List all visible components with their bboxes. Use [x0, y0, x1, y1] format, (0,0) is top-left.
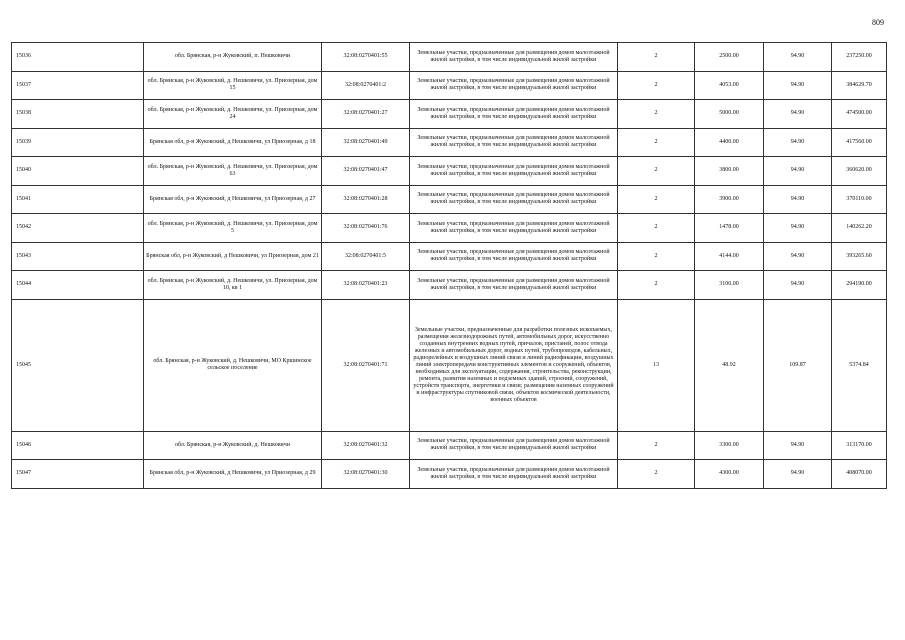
cell-cadastral-value: 5374.84	[832, 299, 887, 431]
cell-address: Брянская обл, р-н Жуковский, д Нешковичи, ул Приозерная, д 27	[144, 185, 322, 214]
cell-specific-value: 94.90	[764, 43, 832, 72]
cell-cadastral-value: 384629.70	[832, 71, 887, 100]
cell-record-number: 15038	[12, 100, 144, 129]
cell-area: 3100.00	[695, 271, 764, 300]
cell-specific-value: 94.90	[764, 157, 832, 186]
table-row	[12, 71, 887, 100]
cell-address: Брянская обл, р-н Жуковский, д Нешковичи, ул Приозерная, дом 21	[144, 242, 322, 271]
cell-specific-value: 94.90	[764, 71, 832, 100]
cell-record-number: 15046	[12, 431, 144, 460]
cell-permitted-use: Земельные участки, предназначенные для размещения домов малоэтажной жилой застройки, в том числе индивидуальной жилой застройки	[410, 431, 618, 460]
cell-use-group: 13	[618, 299, 695, 431]
cell-permitted-use: Земельные участки, предназначенные для размещения домов малоэтажной жилой застройки, в том числе индивидуальной жилой застройки	[410, 128, 618, 157]
cell-specific-value: 94.90	[764, 128, 832, 157]
cell-area: 1478.00	[695, 214, 764, 243]
cell-use-group: 2	[618, 157, 695, 186]
table-row	[12, 271, 887, 300]
land-registry-table	[11, 42, 887, 489]
cell-cadastral-value: 237250.00	[832, 43, 887, 72]
cell-permitted-use: Земельные участки, предназначенные для размещения домов малоэтажной жилой застройки, в том числе индивидуальной жилой застройки	[410, 214, 618, 243]
cell-address: обл. Брянская, р-н Жуковский, д. Нешковичи, ул. Приозерная, дом 10, кв 1	[144, 271, 322, 300]
cell-cadastral-number: 32:08:0270401:5	[322, 242, 410, 271]
cell-cadastral-value: 417560.00	[832, 128, 887, 157]
cell-specific-value: 94.90	[764, 214, 832, 243]
cell-use-group: 2	[618, 43, 695, 72]
cell-address: обл. Брянская, р-н Жуковский, п. Нешковичи	[144, 43, 322, 72]
cell-cadastral-value: 474500.00	[832, 100, 887, 129]
cell-cadastral-number: 32:08:0270401:2	[322, 71, 410, 100]
cell-address: обл. Брянская, р-н Жуковский, д. Нешковичи, ул. Приозерная, дом 15	[144, 71, 322, 100]
cell-area: 3800.00	[695, 157, 764, 186]
table-row	[12, 100, 887, 129]
cell-record-number: 15047	[12, 460, 144, 489]
cell-permitted-use: Земельные участки, предназначенные для размещения домов малоэтажной жилой застройки, в том числе индивидуальной жилой застройки	[410, 43, 618, 72]
table-row	[12, 242, 887, 271]
table-row	[12, 460, 887, 489]
cell-address: обл. Брянская, р-н Жуковский, д. Нешковичи	[144, 431, 322, 460]
cell-address: Брянская обл, р-н Жуковский, д Нешковичи, ул Приозерная, д 18	[144, 128, 322, 157]
cell-cadastral-value: 313170.00	[832, 431, 887, 460]
cell-address: обл. Брянская, р-н Жуковский, д. Нешковичи, МО Кршинское сельское поселение	[144, 299, 322, 431]
cell-cadastral-value: 140262.20	[832, 214, 887, 243]
cell-specific-value: 94.90	[764, 242, 832, 271]
cell-record-number: 15037	[12, 71, 144, 100]
cell-record-number: 15041	[12, 185, 144, 214]
cell-specific-value: 94.90	[764, 100, 832, 129]
cell-use-group: 2	[618, 460, 695, 489]
cell-specific-value: 109.87	[764, 299, 832, 431]
cell-permitted-use: Земельные участки, предназначенные для размещения домов малоэтажной жилой застройки, в том числе индивидуальной жилой застройки	[410, 242, 618, 271]
cell-area: 4053.00	[695, 71, 764, 100]
cell-cadastral-value: 408070.00	[832, 460, 887, 489]
cell-cadastral-number: 32:08:0270401:71	[322, 299, 410, 431]
cell-use-group: 2	[618, 128, 695, 157]
cell-area: 4144.00	[695, 242, 764, 271]
cell-use-group: 2	[618, 271, 695, 300]
table-row	[12, 185, 887, 214]
table-row	[12, 214, 887, 243]
cell-area: 4400.00	[695, 128, 764, 157]
cell-use-group: 2	[618, 242, 695, 271]
cell-address: обл. Брянская, р-н Жуковский, д. Нешковичи, ул. Приозерная, дом 63	[144, 157, 322, 186]
table-row	[12, 128, 887, 157]
cell-cadastral-number: 32:08:0270401:49	[322, 128, 410, 157]
page-number: 809	[872, 18, 884, 27]
cell-cadastral-number: 32:08:0270401:76	[322, 214, 410, 243]
cell-record-number: 15040	[12, 157, 144, 186]
cell-permitted-use: Земельные участки, предназначенные для размещения домов малоэтажной жилой застройки, в том числе индивидуальной жилой застройки	[410, 100, 618, 129]
cell-use-group: 2	[618, 100, 695, 129]
cell-cadastral-number: 32:08:0270401:32	[322, 431, 410, 460]
cell-record-number: 15044	[12, 271, 144, 300]
cell-address: обл. Брянская, р-н Жуковский, д. Нешковичи, ул. Приозерная, дом 24	[144, 100, 322, 129]
cell-record-number: 15043	[12, 242, 144, 271]
cell-use-group: 2	[618, 71, 695, 100]
cell-permitted-use: Земельные участки, предназначенные для разработки полезных ископаемых, размещения железнодорожных путей, автомобильных дорог, искусственно созданных внутренних водных путей, причалов, пристаней, полос отвода железных и автомобильных дорог, водных путей, трубопроводов, кабельных, радиорелейных и воздушных линий связи и линий радиофикации, воздушных линий электропередачи конструктивных элементов и сооружений, объектов, необходимых для эксплуатации, содержания, строительства, реконструкции, ремонта, развития наземных и подземных зданий, строений, сооружений, устройств транспорта, энергетики и связи; размещения наземных сооружений и инфраструктуры спутниковой связи, объектов космической деятельности, военных объектов	[410, 299, 618, 431]
cell-cadastral-number: 32:08:0270401:23	[322, 271, 410, 300]
cell-record-number: 15042	[12, 214, 144, 243]
cell-record-number: 15045	[12, 299, 144, 431]
cell-cadastral-value: 370110.00	[832, 185, 887, 214]
cell-permitted-use: Земельные участки, предназначенные для размещения домов малоэтажной жилой застройки, в том числе индивидуальной жилой застройки	[410, 271, 618, 300]
cell-specific-value: 94.90	[764, 271, 832, 300]
cell-cadastral-value: 294190.00	[832, 271, 887, 300]
table-body	[12, 43, 887, 489]
cell-cadastral-number: 32:08:0270401:30	[322, 460, 410, 489]
table-row	[12, 431, 887, 460]
cell-use-group: 2	[618, 214, 695, 243]
cell-area: 5000.00	[695, 100, 764, 129]
cell-permitted-use: Земельные участки, предназначенные для размещения домов малоэтажной жилой застройки, в том числе индивидуальной жилой застройки	[410, 157, 618, 186]
cell-area: 3900.00	[695, 185, 764, 214]
cell-address: обл. Брянская, р-н Жуковский, д. Нешковичи, ул. Приозерная, дом 5	[144, 214, 322, 243]
table-row	[12, 43, 887, 72]
cell-use-group: 2	[618, 431, 695, 460]
cell-permitted-use: Земельные участки, предназначенные для размещения домов малоэтажной жилой застройки, в том числе индивидуальной жилой застройки	[410, 185, 618, 214]
cell-specific-value: 94.90	[764, 460, 832, 489]
cell-cadastral-number: 32:08:0270401:27	[322, 100, 410, 129]
cell-cadastral-number: 32:08:0270401:28	[322, 185, 410, 214]
cell-cadastral-number: 32:08:0270401:55	[322, 43, 410, 72]
cell-cadastral-value: 393265.60	[832, 242, 887, 271]
table-row	[12, 299, 887, 431]
cell-area: 2500.00	[695, 43, 764, 72]
cell-use-group: 2	[618, 185, 695, 214]
cell-permitted-use: Земельные участки, предназначенные для размещения домов малоэтажной жилой застройки, в том числе индивидуальной жилой застройки	[410, 71, 618, 100]
cell-area: 3300.00	[695, 431, 764, 460]
cell-address: Брянская обл, р-н Жуковский, д Нешковичи, ул Приозерная, д 29	[144, 460, 322, 489]
cell-specific-value: 94.90	[764, 431, 832, 460]
cell-record-number: 15039	[12, 128, 144, 157]
cell-specific-value: 94.90	[764, 185, 832, 214]
cell-record-number: 15036	[12, 43, 144, 72]
cell-cadastral-value: 360620.00	[832, 157, 887, 186]
table-row	[12, 157, 887, 186]
cell-cadastral-number: 32:08:0270401:47	[322, 157, 410, 186]
cell-area: 4300.00	[695, 460, 764, 489]
cell-permitted-use: Земельные участки, предназначенные для размещения домов малоэтажной жилой застройки, в том числе индивидуальной жилой застройки	[410, 460, 618, 489]
cell-area: 48.92	[695, 299, 764, 431]
